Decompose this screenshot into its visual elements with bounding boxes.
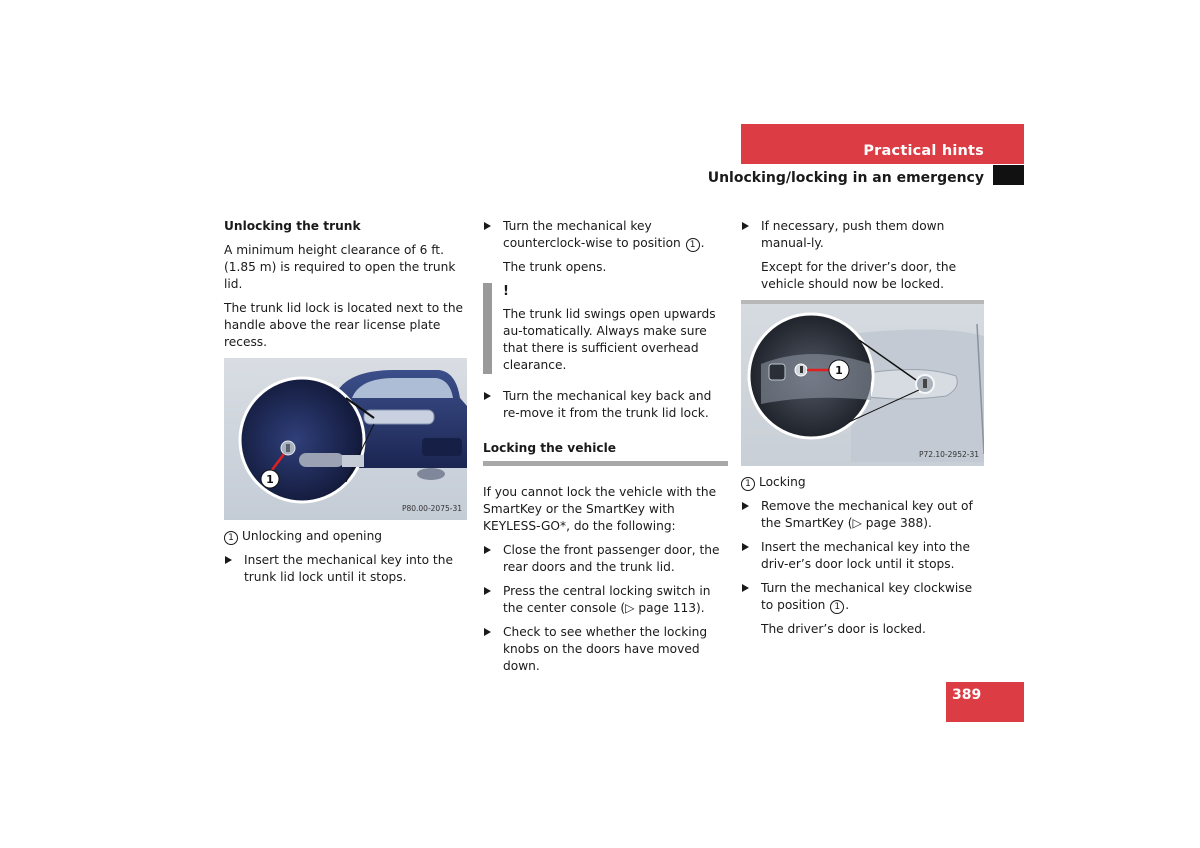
column-2 — [483, 218, 728, 682]
bullet-triangle-icon — [742, 543, 749, 551]
callout-number: 1 — [741, 477, 755, 491]
step-text: Turn the mechanical key back and re-move it from the trunk lid lock. — [503, 389, 712, 420]
step — [741, 218, 986, 252]
door-lock-illustration — [741, 300, 984, 466]
door-lock-drawing — [741, 304, 984, 462]
heading-locking-vehicle: Locking the vehicle — [483, 440, 728, 466]
warning-box — [483, 283, 728, 374]
step-text: . — [700, 236, 705, 250]
bullet-triangle-icon — [742, 584, 749, 592]
paragraph: If you cannot lock the vehicle with the SmartKey or the SmartKey with KEYLESS-GO*, do the following: — [483, 485, 717, 533]
bullet-triangle-icon — [484, 587, 491, 595]
warning-icon: ! — [503, 284, 509, 299]
result-text: The driver’s door is locked. — [761, 622, 926, 636]
warning-text: The trunk lid swings open upwards au-tomatically. Always make sure that there is sufficient overhead clearance. — [503, 307, 716, 372]
step — [483, 542, 728, 576]
callout-number: 1 — [686, 238, 700, 252]
header-black-tab — [993, 165, 1024, 185]
section-title: Practical hints — [863, 143, 984, 159]
step — [483, 583, 728, 617]
column-1 — [224, 218, 469, 593]
callout-number: 1 — [224, 531, 238, 545]
subsection-title: Unlocking/locking in an emergency — [707, 170, 984, 186]
callout-number: 1 — [830, 600, 844, 614]
figure-callout-1: 1 — [835, 364, 843, 377]
column-3 — [741, 218, 986, 645]
step-text: Turn the mechanical key counterclock-wise to position — [503, 219, 681, 250]
step-text: Press the central locking switch in the center console (▷ page 113). — [503, 584, 711, 615]
figure-callout-1: 1 — [266, 473, 274, 486]
paragraph: The trunk lid lock is located next to the handle above the rear license plate recess. — [224, 301, 464, 349]
step-text: Turn the mechanical key clockwise to position — [761, 581, 973, 612]
step — [483, 388, 728, 422]
step — [741, 539, 986, 573]
result-text: The trunk opens. — [503, 260, 607, 274]
legend-text: Locking — [759, 475, 806, 489]
figure-code: P80.00-2075-31 — [401, 504, 462, 513]
paragraph: A minimum height clearance of 6 ft. (1.85 m) is required to open the trunk lid. — [224, 243, 456, 291]
bullet-triangle-icon — [484, 392, 491, 400]
figure-code: P72.10-2952-31 — [918, 450, 979, 459]
step-text: . — [845, 598, 850, 612]
bullet-triangle-icon — [225, 556, 232, 564]
step-text: Insert the mechanical key into the trunk lid lock until it stops. — [244, 553, 453, 584]
step-text: If necessary, push them down manual-ly. — [761, 219, 945, 250]
step — [741, 498, 986, 532]
trunk-lock-drawing — [224, 358, 467, 520]
bullet-triangle-icon — [742, 502, 749, 510]
result-text: Except for the driver’s door, the vehicle should now be locked. — [761, 260, 957, 291]
step — [224, 552, 469, 586]
step-text: Remove the mechanical key out of the SmartKey (▷ page 388). — [761, 499, 973, 530]
page-number: 389 — [946, 682, 1024, 722]
warning-bar — [483, 283, 492, 374]
bullet-triangle-icon — [484, 546, 491, 554]
trunk-lock-illustration — [224, 358, 467, 520]
legend-item — [224, 528, 469, 545]
step-text: Check to see whether the locking knobs on the doors have moved down. — [503, 625, 708, 673]
bullet-triangle-icon — [742, 222, 749, 230]
step-text: Close the front passenger door, the rear doors and the trunk lid. — [503, 543, 720, 574]
step — [741, 580, 986, 614]
legend-item — [741, 474, 986, 491]
step — [483, 218, 728, 252]
step-text: Insert the mechanical key into the driv-er’s door lock until it stops. — [761, 540, 970, 571]
step — [483, 624, 728, 675]
heading-unlocking-trunk: Unlocking the trunk — [224, 219, 361, 233]
bullet-triangle-icon — [484, 628, 491, 636]
bullet-triangle-icon — [484, 222, 491, 230]
legend-text: Unlocking and opening — [242, 529, 383, 543]
